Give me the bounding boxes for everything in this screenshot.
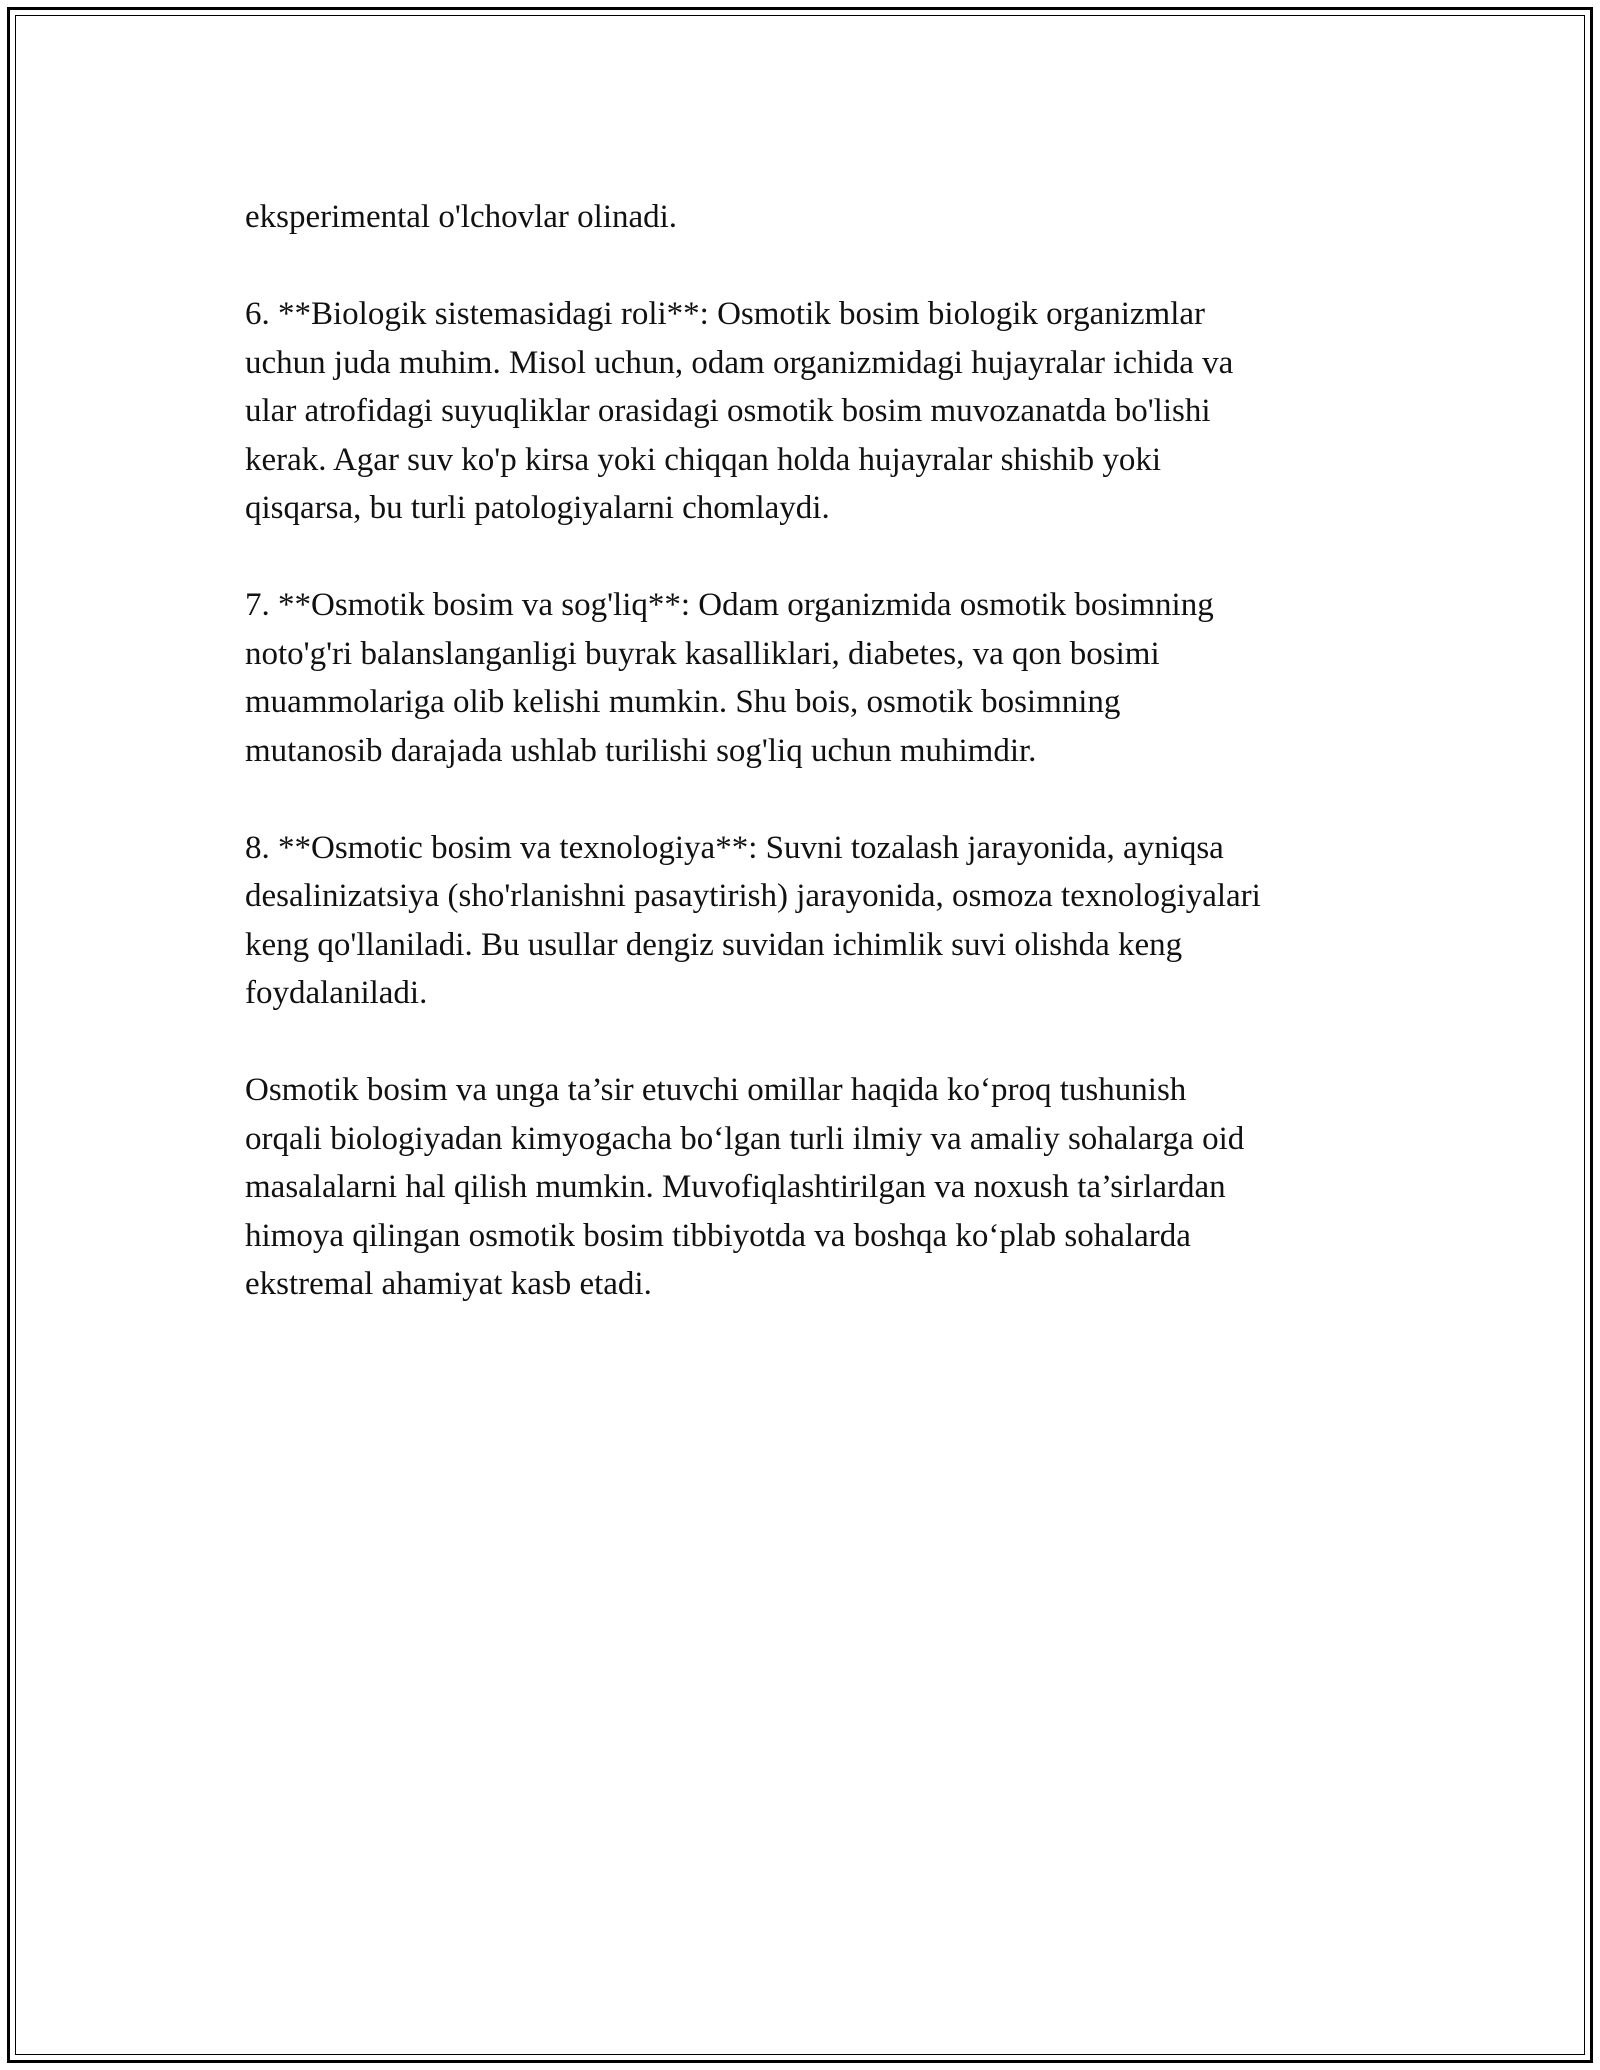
text-line: orqali biologiyadan kimyogacha bo‘lgan turli ilmiy va amaliy sohalarga oid — [245, 1120, 1245, 1157]
text-line: eksperimental o'lchovlar olinadi. — [245, 199, 678, 235]
text-line: desalinizatsiya (sho'rlanishni pasaytirish) jarayonida, osmoza texnologiyalari — [245, 878, 1261, 914]
text-line: masalalarni hal qilish mumkin. Muvofiqlashtirilgan va noxush ta’sirlardan — [245, 1169, 1226, 1205]
text-line: 7. **Osmotik bosim va sog'liq**: Odam organizmida osmotik bosimning — [245, 587, 1214, 623]
text-line: uchun juda muhim. Misol uchun, odam organizmidagi hujayralar ichida va — [245, 344, 1234, 381]
paragraph-item-7 — [245, 581, 1395, 775]
text-line: ular atrofidagi suyuqliklar orasidagi osmotik bosim muvozanatda bo'lishi — [245, 393, 1211, 429]
text-line: mutanosib darajada ushlab turilishi sog'liq uchun muhimdir. — [245, 732, 1037, 769]
text-line: Osmotik bosim va unga ta’sir etuvchi omillar haqida ko‘proq tushunish — [245, 1072, 1187, 1108]
paragraph-item-6 — [245, 290, 1395, 533]
page-border — [7, 7, 1593, 2063]
text-line: himoya qilingan osmotik bosim tibbiyotda va boshqa ko‘plab sohalarda — [245, 1217, 1191, 1254]
paragraph-continuation — [245, 193, 1395, 242]
text-line: foydalaniladi. — [245, 975, 428, 1011]
paragraph-conclusion — [245, 1066, 1395, 1309]
text-line: qisqarsa, bu turli patologiyalarni chomlaydi. — [245, 490, 830, 526]
text-line: muammolariga olib kelishi mumkin. Shu bois, osmotik bosimning — [245, 684, 1121, 720]
text-line: keng qo'llaniladi. Bu usullar dengiz suvidan ichimlik suvi olishda keng — [245, 926, 1183, 963]
text-line: kerak. Agar suv ko'p kirsa yoki chiqqan holda hujayralar shishib yoki — [245, 441, 1162, 478]
text-line: noto'g'ri balanslanganligi buyrak kasalliklari, diabetes, va qon bosimi — [245, 635, 1160, 672]
document-body — [245, 193, 1395, 1357]
text-line: 8. **Osmotic bosim va texnologiya**: Suvni tozalash jarayonida, ayniqsa — [245, 829, 1224, 866]
paragraph-item-8 — [245, 824, 1395, 1018]
text-line: ekstremal ahamiyat kasb etadi. — [245, 1266, 652, 1302]
text-line: 6. **Biologik sistemasidagi roli**: Osmotik bosim biologik organizmlar — [245, 296, 1206, 332]
